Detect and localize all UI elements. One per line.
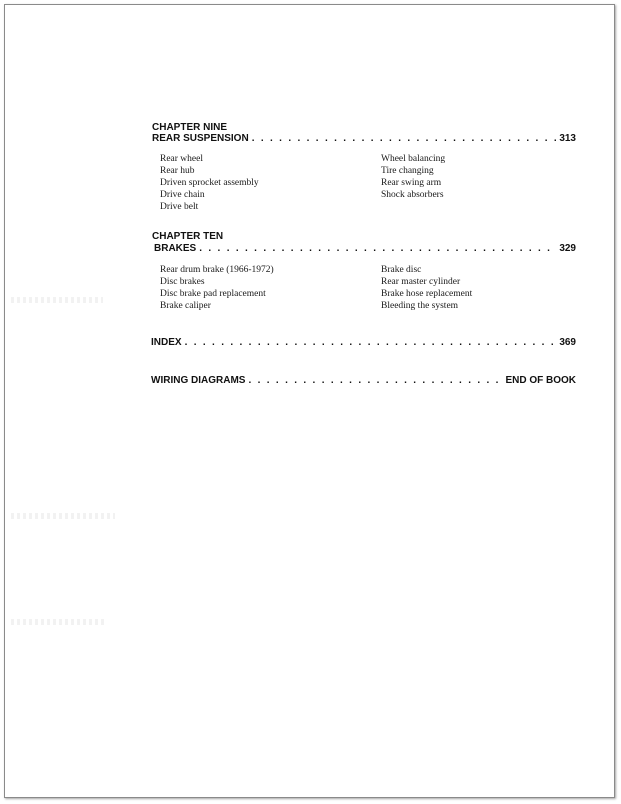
document-page	[4, 4, 615, 798]
index-entry[interactable]	[151, 337, 576, 349]
list-item: Disc brakes	[160, 277, 205, 287]
dot-leader	[252, 133, 557, 145]
list-item: Brake disc	[381, 265, 422, 275]
wiring-diagrams-entry[interactable]	[151, 375, 576, 387]
list-item: Rear master cylinder	[381, 277, 461, 287]
dot-leader	[185, 337, 557, 349]
list-item: Driven sprocket assembly	[160, 178, 259, 188]
list-item: Drive belt	[160, 202, 199, 212]
list-item: Disc brake pad replacement	[160, 289, 266, 299]
chapter-nine-heading: CHAPTER NINE	[152, 122, 228, 133]
list-item: Brake hose replacement	[381, 289, 473, 299]
list-item: Brake caliper	[160, 301, 211, 311]
chapter-nine-page: 313	[559, 133, 576, 144]
list-item: Shock absorbers	[381, 190, 444, 200]
wiring-diagrams-page: END OF BOOK	[505, 375, 576, 386]
list-item: Bleeding the system	[381, 301, 459, 311]
chapter-nine-title: REAR SUSPENSION	[152, 133, 249, 144]
list-item: Rear wheel	[160, 154, 203, 164]
wiring-diagrams-title: WIRING DIAGRAMS	[151, 375, 246, 386]
dot-leader	[199, 243, 556, 255]
list-item: Rear swing arm	[381, 178, 442, 188]
bleed-through-mark	[11, 297, 103, 303]
dot-leader	[248, 375, 502, 387]
list-item: Tire changing	[381, 166, 434, 176]
chapter-nine-entry[interactable]	[152, 133, 576, 145]
index-title: INDEX	[151, 337, 182, 348]
list-item: Wheel balancing	[381, 154, 446, 164]
list-item: Rear drum brake (1966-1972)	[160, 265, 274, 275]
chapter-ten-heading: CHAPTER TEN	[152, 231, 224, 242]
index-page: 369	[559, 337, 576, 348]
chapter-ten-title: BRAKES	[154, 243, 197, 254]
list-item: Drive chain	[160, 190, 205, 200]
bleed-through-mark	[11, 513, 115, 519]
chapter-ten-page: 329	[559, 243, 576, 254]
list-item: Rear hub	[160, 166, 195, 176]
bleed-through-mark	[11, 619, 107, 625]
chapter-ten-entry[interactable]	[154, 243, 576, 255]
